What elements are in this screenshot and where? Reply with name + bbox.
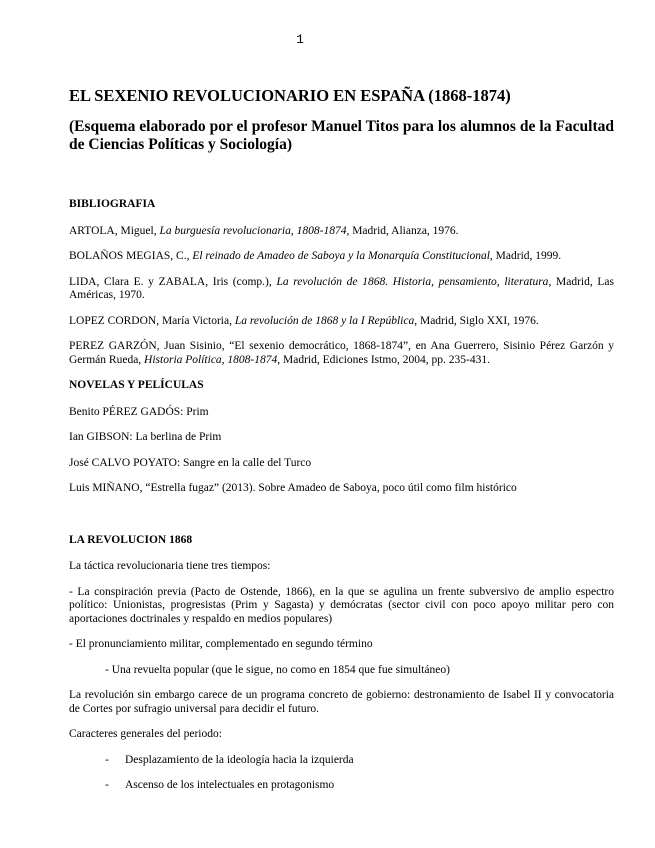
characteristic-text: Ascenso de los intelectuales en protagonismo (125, 779, 335, 791)
revolution-intro: La táctica revolucionaria tiene tres tiempos: (69, 560, 271, 572)
characteristic-item (105, 779, 614, 793)
novel-entry: Luis MIÑANO, “Estrella fugaz” (2013). Sobre Amadeo de Saboya, poco útil como film histórico (69, 482, 517, 494)
list-dash: - (105, 753, 109, 766)
novel-entry: Ian GIBSON: La berlina de Prim (69, 431, 222, 443)
revolution-point-conspiracy: - La conspiración previa (Pacto de Ostende, 1866), en la que se agulina un frente subversivo de amplio espectro político: Unionistas, progresistas (Prim y Sagasta) y demócratas (sector civil con poco apoyo militar pero con aportaciones doctrinales y respaldo en medios populares) (69, 585, 614, 625)
page-number: 1 (296, 32, 304, 47)
revolution-heading: LA REVOLUCION 1868 (69, 533, 193, 546)
document-body (69, 86, 614, 805)
characteristic-item (105, 754, 614, 768)
bibliography-entry: LIDA, Clara E. y ZABALA, Iris (comp.), La revolución de 1868. Historia, pensamiento, literatura, Madrid, Las Américas, 1970. (69, 275, 614, 301)
section-spacer (69, 508, 614, 534)
bibliography-entry: LOPEZ CORDON, María Victoria, La revolución de 1868 y la I República, Madrid, Siglo XXI, 1976. (69, 314, 539, 327)
novels-heading: NOVELAS Y PELÍCULAS (69, 379, 204, 391)
bibliography-entry: BOLAÑOS MEGIAS, C., El reinado de Amadeo de Saboya y la Monarquía Constitucional, Madrid, 1999. (69, 250, 562, 262)
novel-entry: Benito PÉREZ GADÓS: Prim (69, 405, 209, 418)
list-dash: - (105, 779, 109, 791)
bibliography-entry: PEREZ GARZÓN, Juan Sisinio, “El sexenio democrático, 1868-1874”, en Ana Guerrero, Sisinio Pérez Garzón y Germán Rueda, Historia Política, 1808-1874, Madrid, Ediciones Istmo, 2004, pp. 235-431. (69, 340, 614, 366)
revolution-point-pronouncement: - El pronunciamiento militar, complementado en segundo término (69, 638, 373, 650)
document-subtitle: (Esquema elaborado por el profesor Manuel Titos para los alumnos de la Facultad de Ciencias Políticas y Sociología) (69, 118, 614, 153)
bibliography-entry: ARTOLA, Miguel, La burguesía revolucionaria, 1808-1874, Madrid, Alianza, 1976. (69, 224, 459, 237)
bibliography-list (69, 225, 614, 368)
revolution-point-revolt: - Una revuelta popular (que le sigue, no como en 1854 que fue simultáneo) (105, 663, 450, 676)
document-title: EL SEXENIO REVOLUCIONARIO EN ESPAÑA (1868-1874) (69, 86, 511, 105)
revolution-program: La revolución sin embargo carece de un programa concreto de gobierno: destronamiento de Isabel II y convocatoria de Cortes por sufragio universal para decidir el futuro. (69, 689, 614, 715)
characteristics-list (69, 754, 614, 793)
novel-entry: José CALVO POYATO: Sangre en la calle del Turco (69, 456, 312, 469)
bibliography-heading: BIBLIOGRAFIA (69, 198, 156, 210)
characteristic-text: Desplazamiento de la ideología hacia la izquierda (125, 753, 354, 766)
novels-list (69, 406, 614, 496)
characteristics-intro: Caracteres generales del periodo: (69, 728, 222, 740)
